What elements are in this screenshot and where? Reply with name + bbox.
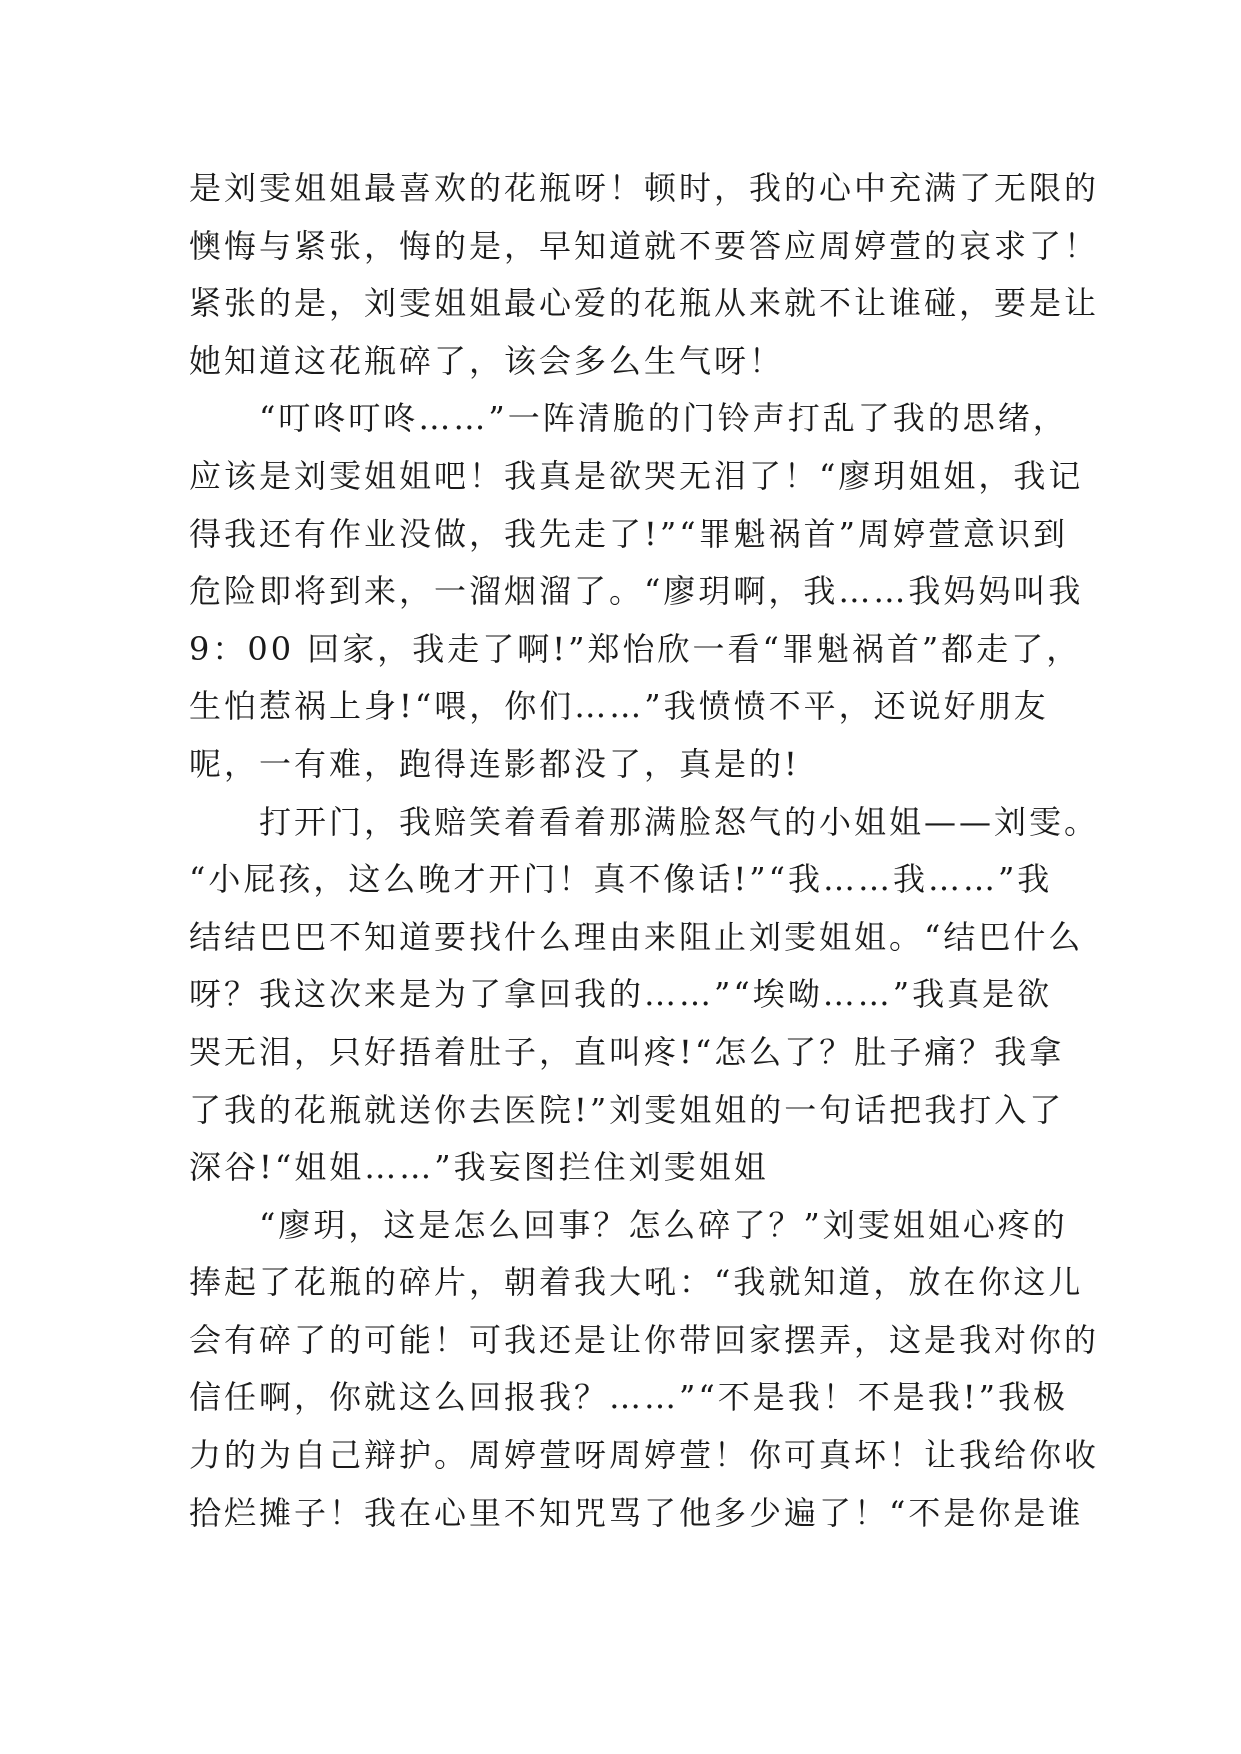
text-line: 深谷!“姐姐……”我妄图拦住刘雯姐姐: [189, 1148, 769, 1187]
text-line: 哭无泪，只好捂着肚子，直叫疼!“怎么了？肚子痛？我拿: [189, 1032, 1065, 1071]
text-line: “小屁孩，这么晚才开门！真不像话!”“我……我……”我: [189, 860, 1053, 899]
text-line: 懊悔与紧张，悔的是，早知道就不要答应周婷萱的哀求了！: [189, 226, 1100, 265]
text-line: 拾烂摊子！我在心里不知咒骂了他多少遍了！“不是你是谁: [189, 1493, 1084, 1532]
text-line: 结结巴巴不知道要找什么理由来阻止刘雯姐姐。“结巴什么: [189, 917, 1084, 956]
text-line: 了我的花瓶就送你去医院!”刘雯姐姐的一句话把我打入了: [189, 1090, 1065, 1129]
text-line: “廖玥，这是怎么回事？怎么碎了？”刘雯姐姐心疼的: [259, 1205, 1068, 1244]
text-line: 信任啊，你就这么回报我？……”“不是我！不是我!”我极: [189, 1378, 1068, 1417]
text-line: 9：00 回家，我走了啊!”郑怡欣一看“罪魁祸首”都走了，: [189, 629, 1082, 668]
text-line: 危险即将到来，一溜烟溜了。“廖玥啊，我……我妈妈叫我: [189, 572, 1084, 611]
text-line: 会有碎了的可能！可我还是让你带回家摆弄，这是我对你的: [189, 1320, 1100, 1359]
text-line: 应该是刘雯姐姐吧！我真是欲哭无泪了！“廖玥姐姐，我记: [189, 456, 1084, 495]
text-line: 力的为自己辩护。周婷萱呀周婷萱！你可真坏！让我给你收: [189, 1436, 1100, 1475]
text-line: 呢，一有难，跑得连影都没了，真是的!: [189, 744, 800, 783]
text-line: 打开门，我赔笑着看着那满脸怒气的小姐姐——刘雯。: [259, 802, 1100, 841]
text-line: 她知道这花瓶碎了，该会多么生气呀！: [189, 341, 785, 380]
text-line: 呀？我这次来是为了拿回我的……”“埃呦……”我真是欲: [189, 975, 1053, 1014]
body-text: [189, 160, 1100, 1542]
text-line: “叮咚叮咚……”一阵清脆的门铃声打乱了我的思绪，: [259, 399, 1068, 438]
text-line: 捧起了花瓶的碎片，朝着我大吼：“我就知道，放在你这儿: [189, 1263, 1084, 1302]
text-line: 生怕惹祸上身!“喂，你们……”我愤愤不平，还说好朋友: [189, 687, 1049, 726]
text-line: 是刘雯姐姐最喜欢的花瓶呀！顿时，我的心中充满了无限的: [189, 169, 1100, 207]
text-line: 得我还有作业没做，我先走了!”“罪魁祸首”周婷萱意识到: [189, 514, 1068, 553]
text-line: 紧张的是，刘雯姐姐最心爱的花瓶从来就不让谁碰，要是让: [189, 284, 1100, 323]
